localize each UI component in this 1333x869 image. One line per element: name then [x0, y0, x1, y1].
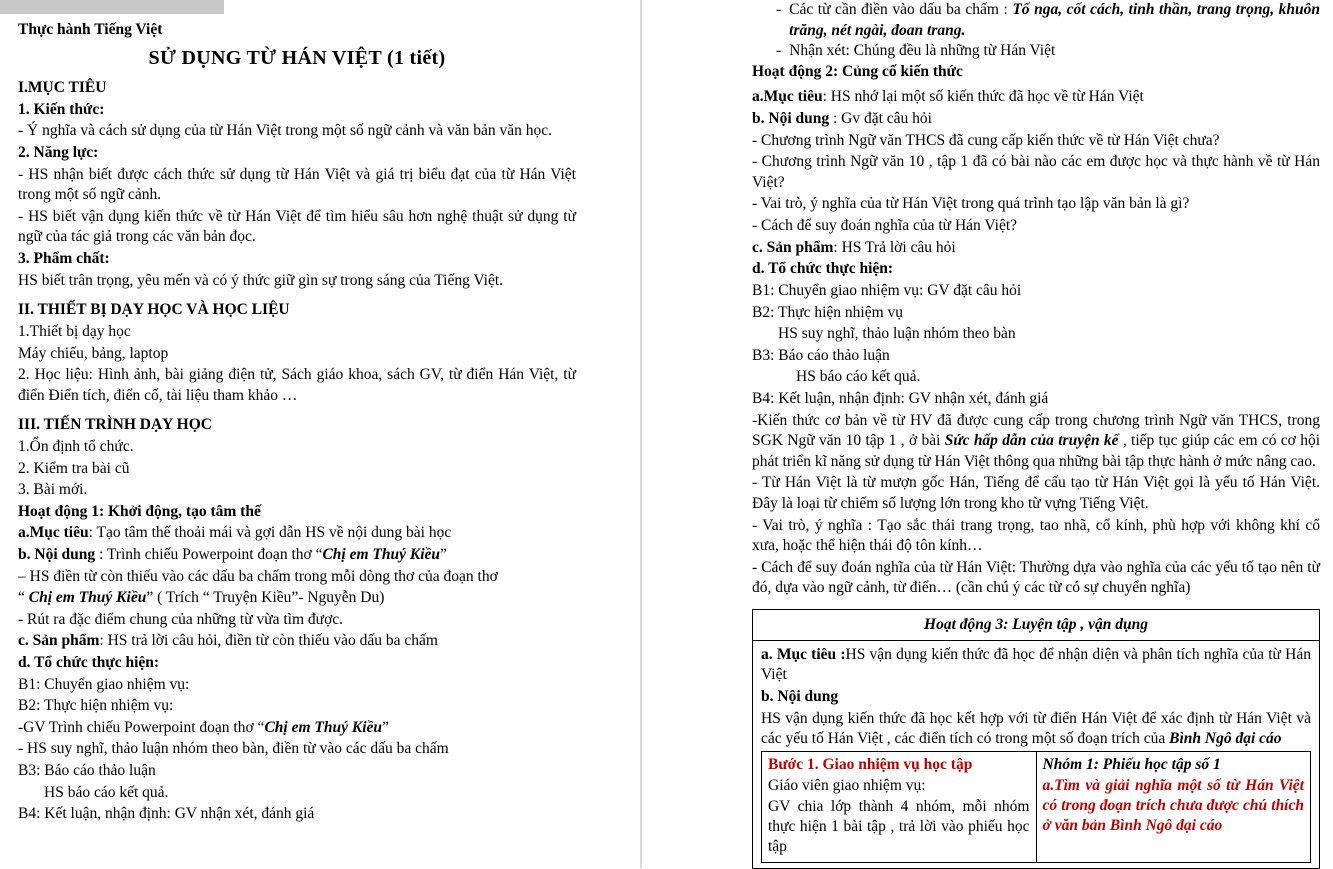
- activity2-step-bao-cao-ket-qua: HS báo cáo kết quả.: [796, 368, 921, 386]
- activity1-step-b1: B1: Chuyển giao nhiệm vụ:: [18, 675, 190, 693]
- activity1-line-trich-pre: “: [18, 589, 29, 607]
- section-heading-thiet-bi: II. THIẾT BỊ DẠY HỌC VÀ HỌC LIỆU: [18, 301, 290, 319]
- activity1-to-chuc-label: d. Tổ chức thực hiện:: [18, 654, 160, 672]
- activity2-question-3: - Vai trò, ý nghĩa của từ Hán Việt trong quá trình tạo lập văn bản là gì?: [752, 195, 1190, 213]
- nhom1-header: Nhóm 1: Phiếu học tập số 1: [1042, 755, 1221, 773]
- section-heading-muc-tieu: I.MỤC TIÊU: [18, 79, 107, 97]
- top-bullet-2: [752, 41, 1320, 62]
- activity3-muc-tieu-text: HS vận dụng kiến thức đã học để nhận diện và phân tích nghĩa của từ Hán Việt: [761, 645, 1311, 684]
- activity2-san-pham: [752, 238, 1320, 259]
- activity2-heading: Hoạt động 2: Củng cố kiến thức: [752, 62, 963, 80]
- activity3-muc-tieu-label: a. Mục tiêu :: [761, 645, 846, 663]
- activity2-to-chuc-label: d. Tổ chức thực hiện:: [752, 260, 894, 278]
- activity2-kien-thuc-post: , tiếp tục giúp các em có cơ hội phát triển kĩ năng sử dụng từ Hán Việt thông qua những bài tập thực hành ở mức nâng cao.: [752, 432, 1320, 470]
- activity2-muc-tieu: [752, 87, 1320, 108]
- activity3-heading: Hoạt động 3: Luyện tập , vận dụng: [924, 616, 1148, 634]
- activity1-line-dien-tu: – HS điền từ còn thiếu vào các dấu ba chấm trong mỗi dòng thơ của đoạn thơ: [18, 567, 498, 585]
- buoc1-line-2: GV chia lớp thành 4 nhóm, mỗi nhóm thực hiện 1 bài tập , trả lời vào phiếu học tập: [768, 798, 1030, 856]
- activity1-muc-tieu-text: : Tạo tâm thế thoải mái và gợi dẫn HS về nội dung bài học: [88, 524, 452, 542]
- activity2-kien-thuc-paragraph: [752, 411, 1320, 473]
- paragraph-kiem-tra: 2. Kiểm tra bài cũ: [18, 459, 130, 477]
- activity1-line-trich: [18, 588, 576, 609]
- activity3-box: [752, 609, 1320, 869]
- activity1-noi-dung-post: ”: [440, 546, 447, 563]
- paragraph-thiet-bi-1: 1.Thiết bị dạy học: [18, 322, 131, 340]
- bullet-dash-2: -: [776, 42, 782, 60]
- top-bullet-1: [752, 0, 1320, 41]
- activity2-closing-1: - Từ Hán Việt là từ mượn gốc Hán, Tiếng để cấu tạo từ Hán Việt gọi là yếu tố Hán Việt. Đây là loại từ chiếm số lượng lớn trong kho từ vựng Tiếng Việt.: [752, 474, 1320, 513]
- bullet-dash-1: -: [776, 1, 782, 18]
- activity1-san-pham-text: : HS trả lời câu hỏi, điền từ còn thiếu vào dấu ba chấm: [99, 632, 438, 650]
- buoc1-line-1: Giáo viên giao nhiệm vụ:: [768, 776, 926, 794]
- activity2-noi-dung-label: b. Nội dung: [752, 110, 830, 128]
- activity1-line-rut-ra: - Rút ra đặc điểm chung của những từ vừa tìm được.: [18, 610, 344, 628]
- activity2-step-b4: B4: Kết luận, nhận định: GV nhận xét, đánh giá: [752, 389, 1049, 407]
- activity1-step-b4: B4: Kết luận, nhận định: GV nhận xét, đánh giá: [18, 805, 315, 823]
- activity2-kien-thuc-em: Sức hấp dẫn của truyện kể: [944, 432, 1119, 450]
- paragraph-nang-luc-1: - HS nhận biết được cách thức sử dụng từ Hán Việt và giá trị biểu đạt của từ Hán Việt trong một số ngữ cảnh.: [18, 165, 576, 204]
- activity2-noi-dung: [752, 109, 1320, 130]
- section-heading-pham-chat: 3. Phẩm chất:: [18, 250, 110, 268]
- column-divider: [640, 0, 642, 868]
- activity2-step-hs-suy-nghi: HS suy nghĩ, thảo luận nhóm theo bàn: [778, 325, 1016, 343]
- table-cell-group1: [1036, 751, 1311, 863]
- bullet-text-2: Nhận xét: Chúng đều là những từ Hán Việt: [789, 42, 1056, 60]
- activity1-noi-dung-em: Chị em Thuý Kiều: [322, 546, 441, 563]
- activity2-question-4: - Cách để suy đoán nghĩa của từ Hán Việt?: [752, 217, 1018, 235]
- table-cell-task: [762, 751, 1037, 863]
- section-heading-kien-thuc: 1. Kiến thức:: [18, 100, 105, 118]
- activity1-step-hs-suy-nghi: - HS suy nghĩ, thảo luận nhóm theo bàn, điền từ vào các dấu ba chấm: [18, 740, 449, 758]
- activity3-noi-dung-label: b. Nội dung: [761, 687, 839, 705]
- paragraph-kien-thuc: - Ý nghĩa và cách sử dụng của từ Hán Việt trong một số ngữ cảnh và văn bản văn học.: [18, 122, 553, 140]
- activity2-muc-tieu-label: a.Mục tiêu: [752, 88, 823, 106]
- activity1-line-trich-em: Chị em Thuý Kiều: [28, 589, 147, 607]
- activity3-noi-dung-em: Bình Ngô đại cáo: [1169, 730, 1282, 748]
- bullet-text-1: [789, 0, 1320, 41]
- activity1-step3-pre: -GV Trình chiếu Powerpoint đoạn thơ “: [18, 718, 265, 736]
- activity2-question-1: - Chương trình Ngữ văn THCS đã cung cấp kiến thức về từ Hán Việt chưa?: [752, 131, 1220, 149]
- paragraph-thiet-bi-2: Máy chiếu, bảng, laptop: [18, 344, 169, 362]
- section-heading-tien-trinh: III. TIẾN TRÌNH DẠY HỌC: [18, 416, 212, 434]
- activity2-san-pham-text: : HS Trả lời câu hỏi: [833, 238, 956, 256]
- nhom1-body: a.Tìm và giải nghĩa một số từ Hán Việt có trong đoạn trích chưa được chú thích ở văn bản Bình Ngô đại cáo: [1042, 776, 1304, 835]
- buoc1-header: Bước 1. Giao nhiệm vụ học tập: [768, 755, 973, 773]
- activity1-muc-tieu-label: a.Mục tiêu: [18, 524, 89, 542]
- activity3-noi-dung-pre: HS vận dụng kiến thức đã học kết hợp với từ điển Hán Việt để xác định từ Hán Việt và các yếu tố Hán Việt , các điển tích có trong một số đoạn trích của: [761, 709, 1311, 748]
- left-column: [18, 0, 576, 826]
- page-title: SỬ DỤNG TỪ HÁN VIỆT (1 tiết): [148, 46, 446, 69]
- activity1-noi-dung: [18, 545, 576, 566]
- paragraph-hoc-lieu: 2. Học liệu: Hình ảnh, bài giảng điện tử, Sách giáo khoa, sách GV, từ điển Hán Việt, từ điển Điển tích, điển cố, tài liệu tham khảo …: [18, 366, 576, 404]
- activity1-step3-em: Chị em Thuý Kiều: [264, 718, 382, 736]
- bullet-1-em: Tố nga, cốt cách, tinh thần, trang trọng, khuôn trăng, nét ngài, đoan trang.: [789, 1, 1320, 39]
- activity3-muc-tieu: [761, 645, 1311, 686]
- activity1-san-pham: [18, 631, 576, 652]
- activity3-body: [753, 640, 1319, 869]
- table-row: [762, 751, 1311, 863]
- paragraph-on-dinh: 1.Ổn định tổ chức.: [18, 437, 134, 455]
- paragraph-nang-luc-2: - HS biết vận dụng kiến thức về từ Hán Việt để tìm hiểu sâu hơn nghệ thuật sử dụng từ ngữ của tác giả trong các văn bản đọc.: [18, 207, 576, 246]
- right-column: [752, 0, 1320, 869]
- activity1-step-b3: B3: Báo cáo thảo luận: [18, 762, 156, 780]
- activity1-noi-dung-pre: : Trình chiếu Powerpoint đoạn thơ “: [95, 546, 323, 563]
- activity2-noi-dung-text: : Gv đặt câu hỏi: [829, 110, 932, 128]
- activity3-noi-dung-text: [761, 709, 1311, 750]
- activity2-step-b3: B3: Báo cáo thảo luận: [752, 346, 890, 364]
- activity1-step-gv-trinh-chieu: [18, 718, 576, 739]
- activity2-san-pham-label: c. Sản phẩm: [752, 238, 834, 256]
- activity2-step-b2: B2: Thực hiện nhiệm vụ: [752, 303, 904, 321]
- activity1-heading: Hoạt động 1: Khởi động, tạo tâm thế: [18, 502, 261, 520]
- paragraph-pham-chat: HS biết trân trọng, yêu mến và có ý thức giữ gìn sự trong sáng của Tiếng Việt.: [18, 271, 504, 289]
- activity1-step3-post: ”: [382, 718, 389, 736]
- section-heading-nang-luc: 2. Năng lực:: [18, 144, 99, 162]
- activity1-step-bao-cao-ket-qua: HS báo cáo kết quả.: [44, 783, 169, 801]
- activity1-noi-dung-label: b. Nội dung: [18, 546, 96, 563]
- activity2-closing-3: - Cách để suy đoán nghĩa của từ Hán Việt: Thường dựa vào nghĩa của các yếu tố tạo nên từ đó, dựa vào ngữ cảnh, từ điển… (cần chú ý các từ có sự chuyển nghĩa): [752, 558, 1320, 597]
- activity2-muc-tieu-text: : HS nhớ lại một số kiến thức đã học về từ Hán Việt: [822, 88, 1144, 106]
- activity2-question-2: - Chương trình Ngữ văn 10 , tập 1 đã có bài nào các em được học và thực hành về từ Hán Việt?: [752, 153, 1320, 191]
- activity1-line-trich-post: ” ( Trích “ Truyện Kiều”- Nguyễn Du): [146, 589, 385, 607]
- activity1-muc-tieu: [18, 523, 576, 544]
- activity2-closing-2: - Vai trò, ý nghĩa : Tạo sắc thái trang trọng, tao nhã, cổ kính, phù hợp với không khí cổ xưa, hoặc thể hiện thái độ tôn kính…: [752, 516, 1320, 555]
- activity2-step-b1: B1: Chuyển giao nhiệm vụ: GV đặt câu hỏi: [752, 281, 1022, 299]
- activity1-san-pham-label: c. Sản phẩm: [18, 632, 100, 650]
- activity2-kien-thuc-pre: -Kiến thức cơ bản về từ HV đã được cung cấp trong chương trình Ngữ văn THCS, trong SGK Ngữ văn 10 tập 1 , ở bài: [752, 411, 1320, 450]
- bullet-1-pre: Các từ cần điền vào dấu ba chấm :: [789, 1, 1013, 18]
- paragraph-bai-moi: 3. Bài mới.: [18, 481, 88, 499]
- header-line: Thực hành Tiếng Việt: [18, 21, 163, 38]
- activity3-table: [761, 751, 1311, 864]
- activity1-step-b2: B2: Thực hiện nhiệm vụ:: [18, 697, 174, 715]
